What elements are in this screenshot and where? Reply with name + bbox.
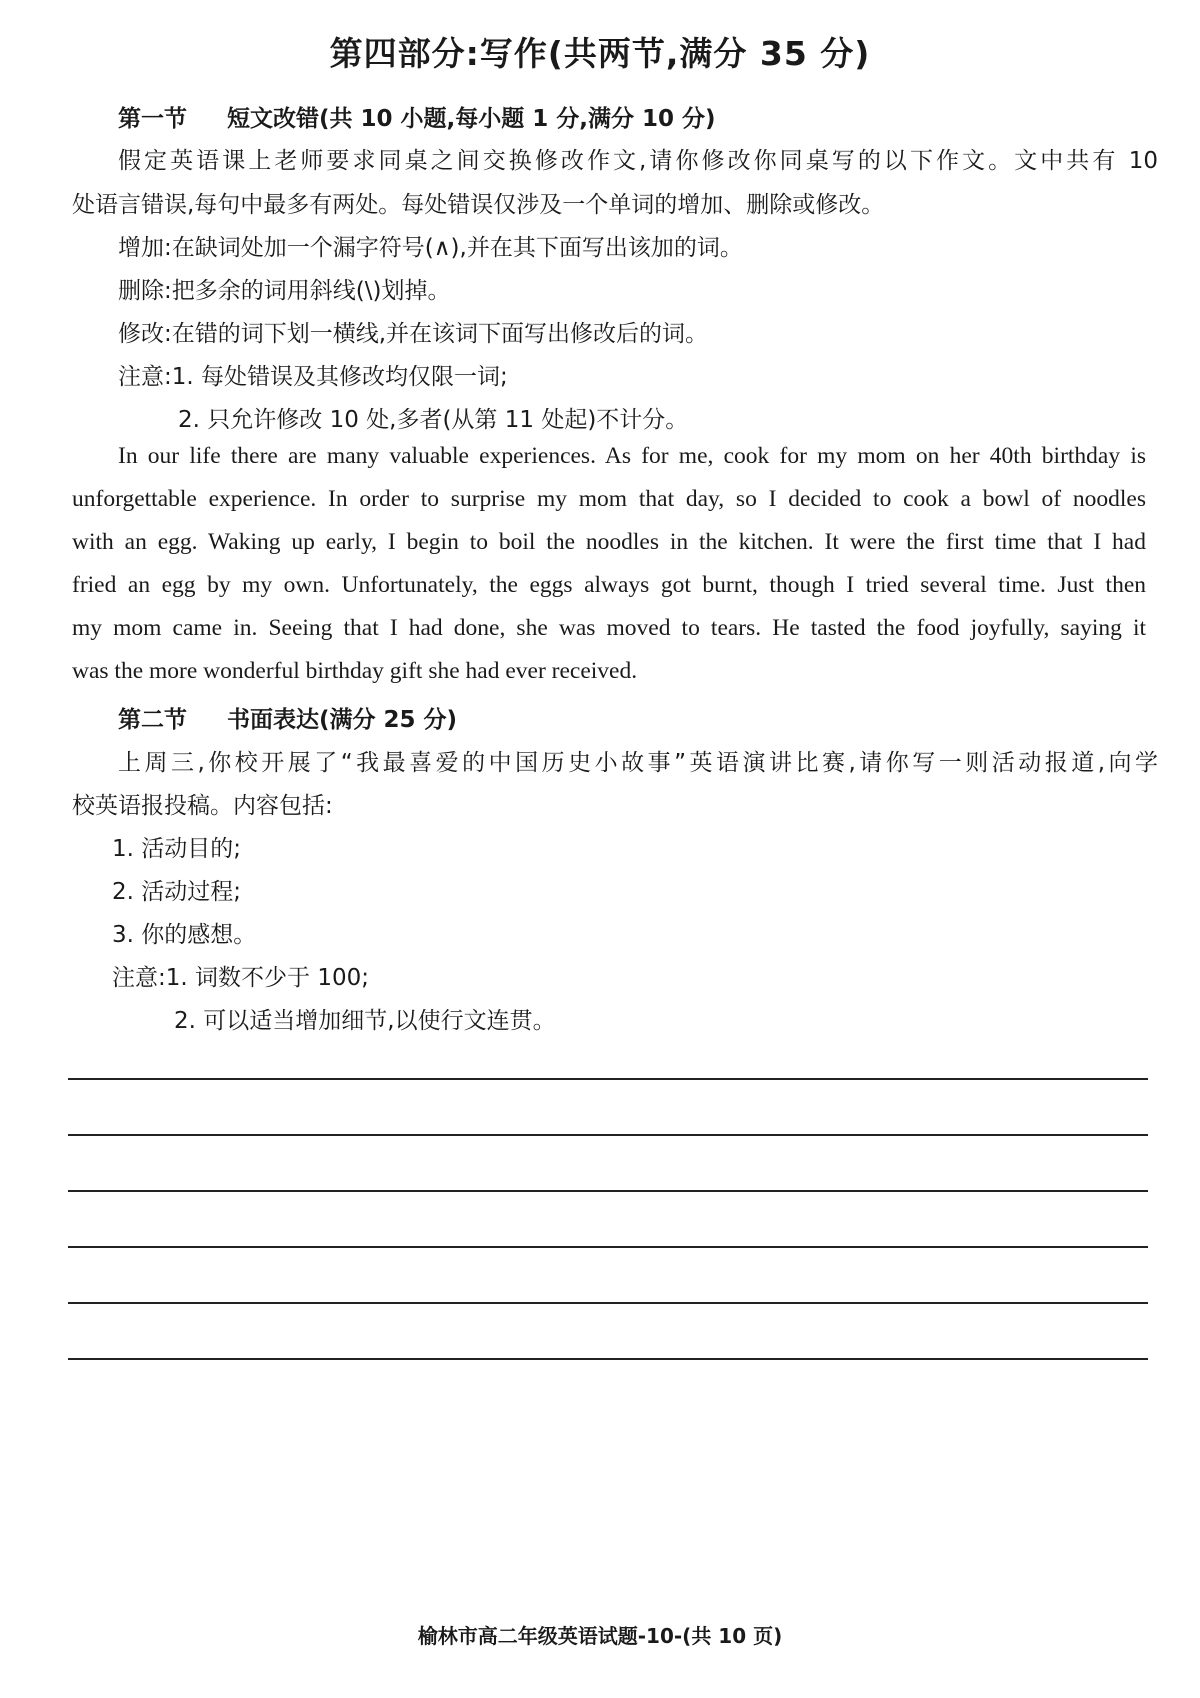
answer-line [68, 1302, 1148, 1304]
section1-heading-title: 短文改错(共 10 小题,每小题 1 分,满分 10 分) [227, 106, 716, 132]
note-line: 2. 可以适当增加细节,以使行文连贯。 [174, 1008, 556, 1034]
content-item: 3. 你的感想。 [112, 922, 257, 948]
section1-heading [118, 100, 716, 133]
passage-line: unforgettable experience. In order to surprise my mom that day, so I decided to cook a bowl of noodles [72, 486, 1146, 512]
instruction-line: 修改:在错的词下划一横线,并在该词下面写出修改后的词。 [118, 321, 709, 347]
page-title: 第四部分:写作(共两节,满分 35 分) [329, 34, 871, 73]
answer-line [68, 1190, 1148, 1192]
answer-line [68, 1358, 1148, 1360]
passage-line: with an egg. Waking up early, I begin to boil the noodles in the kitchen. It were the first time that I had [72, 529, 1146, 555]
passage-line: In our life there are many valuable experiences. As for me, cook for my mom on her 40th birthday is [118, 443, 1146, 469]
passage-line: was the more wonderful birthday gift she had ever received. [72, 658, 638, 684]
passage-line: my mom came in. Seeing that I had done, she was moved to tears. He tasted the food joyfully, saying it [72, 615, 1146, 641]
prompt-line: 校英语报投稿。内容包括: [72, 793, 333, 819]
section2-label: 第二节 [118, 707, 187, 733]
passage-line: fried an egg by my own. Unfortunately, the eggs always got burnt, though I tried several time. Just then [72, 572, 1146, 598]
answer-line [68, 1134, 1148, 1136]
instruction-line: 假定英语课上老师要求同桌之间交换修改作文,请你修改你同桌写的以下作文。文中共有 10 [118, 148, 1158, 174]
page-footer: 榆林市高二年级英语试题-10-(共 10 页) [417, 1624, 783, 1648]
section2-heading-title: 书面表达(满分 25 分) [227, 707, 458, 733]
content-item: 1. 活动目的; [112, 836, 242, 862]
instruction-note: 2. 只允许修改 10 处,多者(从第 11 处起)不计分。 [178, 407, 689, 433]
instruction-line: 处语言错误,每句中最多有两处。每处错误仅涉及一个单词的增加、删除或修改。 [72, 192, 885, 218]
prompt-line: 上周三,你校开展了“我最喜爱的中国历史小故事”英语演讲比赛,请你写一则活动报道,向学 [118, 750, 1158, 776]
note-line: 注意:1. 词数不少于 100; [112, 965, 369, 991]
instruction-line: 删除:把多余的词用斜线(\)划掉。 [118, 278, 451, 304]
section2-heading [118, 701, 457, 734]
answer-line [68, 1246, 1148, 1248]
answer-line [68, 1078, 1148, 1080]
instruction-line: 增加:在缺词处加一个漏字符号(∧),并在其下面写出该加的词。 [118, 235, 743, 261]
section1-label: 第一节 [118, 106, 187, 132]
content-item: 2. 活动过程; [112, 879, 242, 905]
instruction-note: 注意:1. 每处错误及其修改均仅限一词; [118, 364, 508, 390]
